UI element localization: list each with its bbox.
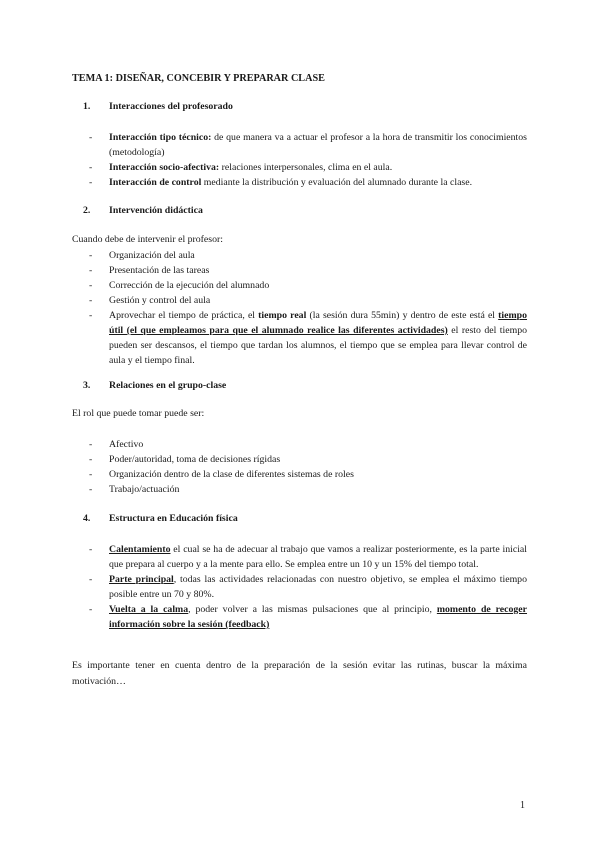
section-title: Relaciones en el grupo-clase xyxy=(109,380,227,391)
list-item: - Corrección de la ejecución del alumnado xyxy=(89,278,527,293)
list-item xyxy=(89,130,527,160)
item-term: Parte principal xyxy=(109,574,174,585)
item-underlined-term: momento de recoger información sobre la sesión (feedback) xyxy=(109,604,528,630)
item-text: (la sesión dura 55min) y dentro de este está el xyxy=(306,310,499,321)
section-number: 2. xyxy=(83,205,91,216)
item-text: el cual se ha de adecuar al trabajo que vamos a realizar posteriormente, es la parte inicial que prepara al cuerpo y a la mente para ello. Se emplea entre un 10 y un 15% del tiempo total. xyxy=(109,544,527,570)
section-title: Intervención didáctica xyxy=(109,205,203,216)
item-text: mediante la distribución y evaluación del alumnado durante la clase. xyxy=(201,177,473,188)
list-item: - Trabajo/actuación xyxy=(89,482,527,497)
item-text: , poder volver a las mismas pulsaciones que al principio, xyxy=(188,604,437,615)
section-2-heading xyxy=(83,205,203,216)
section-1-list xyxy=(89,130,527,190)
section-number: 3. xyxy=(83,380,91,391)
section-3-list xyxy=(89,437,527,497)
section-title: Estructura en Educación física xyxy=(109,513,238,524)
list-item xyxy=(89,175,527,190)
item-term: Interacción tipo técnico: xyxy=(109,132,212,143)
list-item xyxy=(89,308,527,368)
section-1-heading xyxy=(83,101,233,112)
item-text: Aprovechar el tiempo de práctica, el xyxy=(109,310,259,321)
list-item xyxy=(89,542,527,572)
item-term: Calentamiento xyxy=(109,544,171,555)
list-item: - Presentación de las tareas xyxy=(89,263,527,278)
section-4-heading xyxy=(83,513,238,524)
list-item: - Organización dentro de la clase de diferentes sistemas de roles xyxy=(89,467,527,482)
list-item xyxy=(89,572,527,602)
item-text: de que manera va a actuar el profesor a la hora de transmitir los conocimientos (metodología) xyxy=(109,132,527,158)
item-term: tiempo real xyxy=(258,310,307,321)
list-item: - Organización del aula xyxy=(89,248,527,263)
list-item: - Gestión y control del aula xyxy=(89,293,527,308)
page-number: 1 xyxy=(520,800,525,811)
item-text: el resto del tiempo pueden ser descansos, el tiempo que tardan los alumnos, el tiempo que se emplea para llevar control de aula y el tiempo final. xyxy=(109,325,527,366)
list-item: - Poder/autoridad, toma de decisiones rígidas xyxy=(89,452,527,467)
list-item xyxy=(89,602,527,632)
list-item: - Afectivo xyxy=(89,437,527,452)
section-title: Interacciones del profesorado xyxy=(109,101,233,112)
item-text: , todas las actividades relacionadas con nuestro objetivo, se emplea el máximo tiempo posible entre un 70 y 80%. xyxy=(109,574,527,600)
section-4-list xyxy=(89,542,527,632)
section-number: 1. xyxy=(83,101,91,112)
section-2-intro: Cuando debe de intervenir el profesor: xyxy=(72,234,223,245)
section-number: 4. xyxy=(83,513,91,524)
item-term: Interacción de control xyxy=(109,177,202,188)
closing-paragraph: Es importante tener en cuenta dentro de la preparación de la sesión evitar las rutinas, buscar la máxima motivación… xyxy=(72,660,527,687)
item-term: Vuelta a la calma xyxy=(109,604,189,615)
document-title: TEMA 1: DISEÑAR, CONCEBIR Y PREPARAR CLASE xyxy=(72,73,325,84)
item-term: Interacción socio-afectiva: xyxy=(109,162,220,173)
list-item xyxy=(89,160,527,175)
section-3-intro: El rol que puede tomar puede ser: xyxy=(72,408,205,419)
section-3-heading xyxy=(83,380,226,391)
item-underlined-term: tiempo útil (el que empleamos para que el alumnado realice las diferentes actividades) xyxy=(109,310,528,336)
item-text: relaciones interpersonales, clima en el aula. xyxy=(219,162,393,173)
section-2-list xyxy=(89,248,527,368)
